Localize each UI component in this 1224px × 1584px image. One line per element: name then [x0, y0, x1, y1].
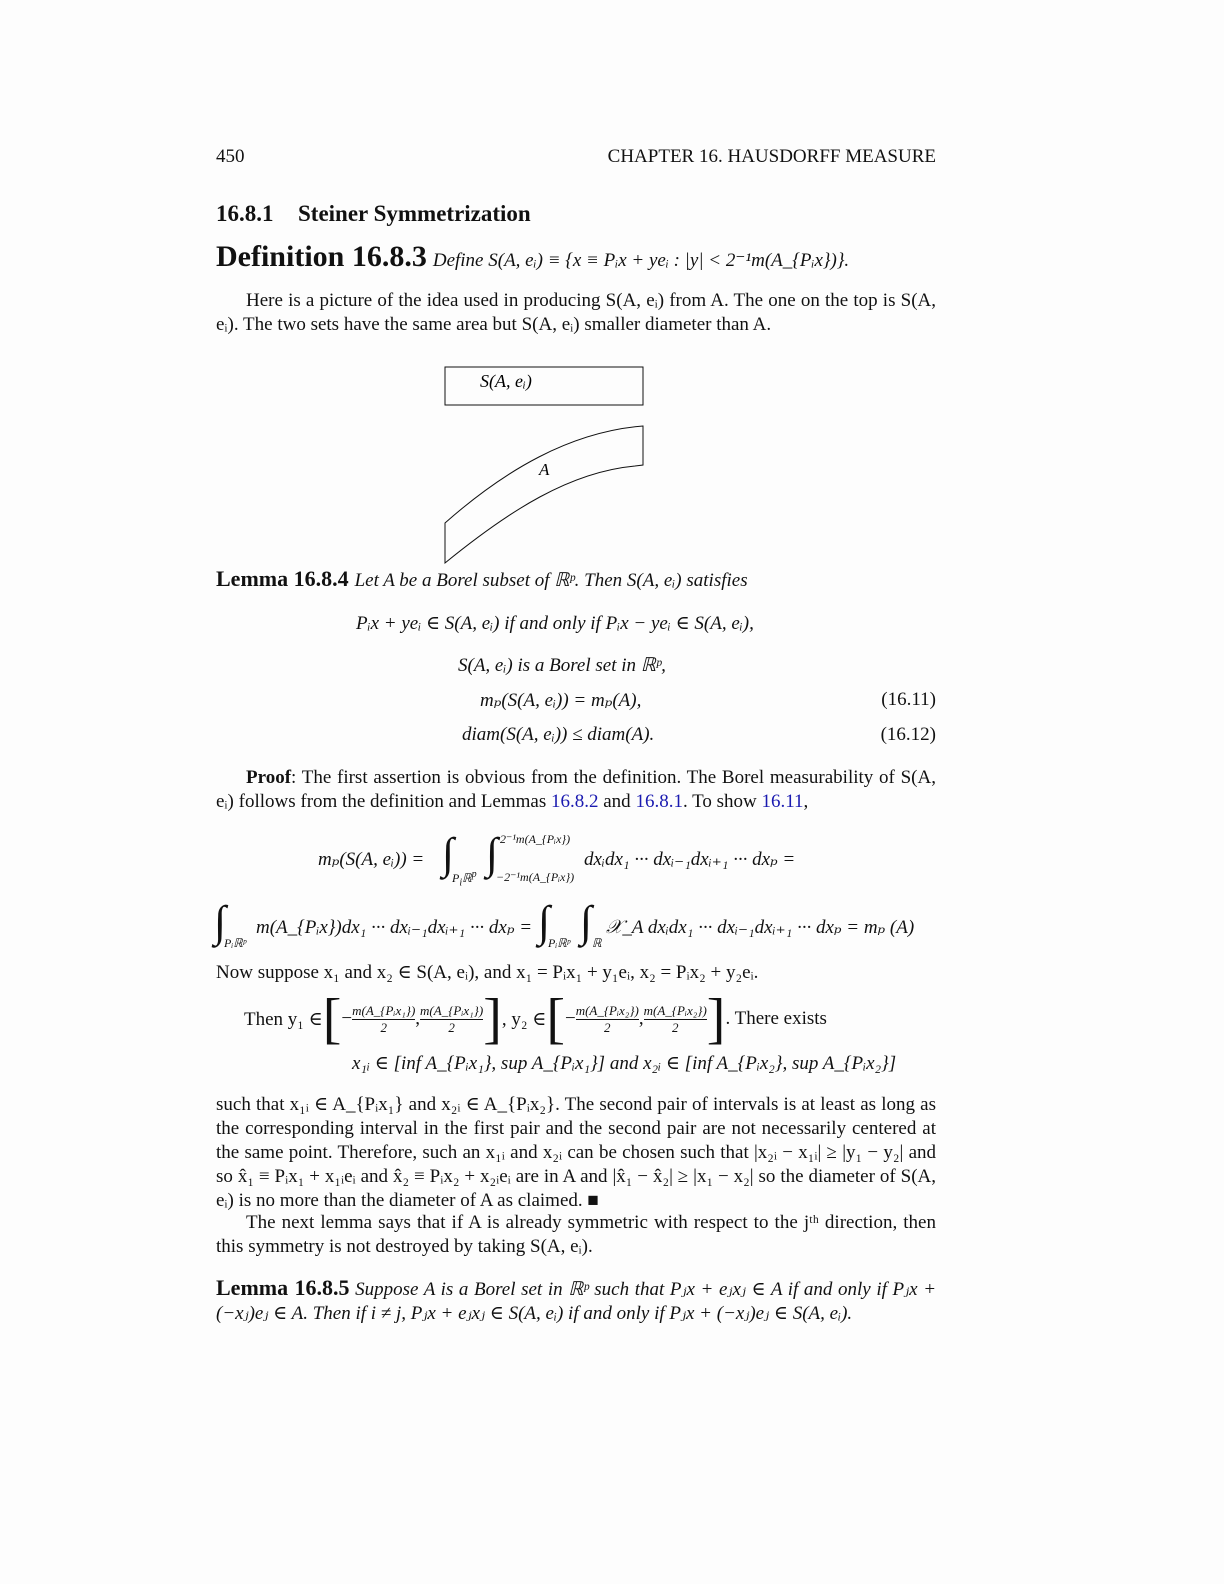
figure-top-label: S(A, eᵢ): [480, 371, 532, 391]
interval-line: x₁ᵢ ∈ [inf A_{Pᵢx₁}, sup A_{Pᵢx₁}] and x₂ᵢ ∈ [inf A_{Pᵢx₂}, sup A_{Pᵢx₂}]: [352, 1053, 897, 1074]
fraction-2a: [576, 1003, 639, 1036]
integral-sign-2a: ∫: [214, 897, 227, 946]
right-bracket-2: ]: [706, 988, 726, 1050]
frac2a-den: 2: [576, 1019, 639, 1036]
frac2b-num: m(A_{Pᵢx₂}): [643, 1002, 707, 1018]
frac2a-num: m(A_{Pᵢx₂}): [575, 1002, 639, 1018]
figure-bottom-label: A: [539, 460, 550, 479]
then-suffix: . There exists: [725, 1008, 827, 1029]
integral-sign-outer: ∫: [442, 829, 455, 878]
display1-outer-domain: $P_iℝ^p$: [452, 869, 477, 889]
proof-text-a: : The first assertion is obvious from the definition. The Borel measurability of S(A, eᵢ) follows from the definition and Lemmas: [216, 767, 936, 812]
next-lemma-paragraph: The next lemma says that if A is already symmetric with respect to the jᵗʰ direction, then this symmetry is not destroyed by taking S(A, eᵢ).: [216, 1212, 936, 1257]
display2-domain2: Pᵢℝᵖ: [548, 936, 571, 950]
suppose-line: Now suppose x₁ and x₂ ∈ S(A, eᵢ), and x₁ = Pᵢx₁ + y₁eᵢ, x₂ = Pᵢx₂ + y₂eᵢ.: [216, 962, 759, 983]
link-lemma-16-8-2[interactable]: 16.8.2: [551, 791, 599, 812]
definition: [216, 240, 849, 274]
right-bracket-1: ]: [483, 988, 502, 1050]
display1-lower-limit: −2⁻¹m(A_{Pᵢx}): [496, 870, 575, 884]
minus-sign-1: −: [341, 1008, 353, 1029]
section-number: 16.8.1: [216, 201, 274, 226]
integral-sign-2b: ∫: [538, 897, 551, 946]
page-number: 450: [216, 146, 245, 167]
proof-paragraph: [216, 766, 936, 814]
lemma-16-8-5: [216, 1276, 936, 1326]
then-line: [244, 987, 827, 1051]
frac1b-den: 2: [420, 1019, 483, 1036]
fraction-2b: [644, 1003, 707, 1036]
display2-part1: m(A_{Pᵢx})dx₁ ··· dxᵢ₋₁dxᵢ₊₁ ··· dxₚ =: [256, 917, 533, 938]
link-eq-16-11[interactable]: 16.11: [761, 791, 804, 812]
frac1a-num: m(A_{Pᵢx₁}): [352, 1002, 416, 1018]
definition-statement: Define S(A, eᵢ) ≡ {x ≡ Pᵢx + yeᵢ : |y| < 2⁻¹m(A_{Pᵢx})}.: [432, 250, 850, 271]
section-heading: [216, 201, 531, 227]
link-lemma-16-8-1[interactable]: 16.8.1: [635, 791, 683, 812]
proof-text-d: ,: [803, 791, 809, 812]
lemma1-eq4: diam(S(A, eᵢ)) ≤ diam(A).: [462, 724, 655, 745]
display2-domain3: ℝ: [592, 936, 602, 950]
lemma-16-8-4: [216, 566, 748, 592]
proof-text-b: and: [598, 791, 636, 812]
proof-label: Proof: [246, 767, 292, 788]
such-that-paragraph: such that x₁ᵢ ∈ A_{Pᵢx₁} and x₂ᵢ ∈ A_{Pᵢx₂}. The second pair of intervals is at least as long as the corresponding interval in the first pair and the second pair are not necessarily centered at the same point. Therefore, such an x₁ᵢ and x₂ᵢ can be chosen such that |x₂ᵢ − x₁ᵢ| ≥ |y₁ − y₂| and so x̂₁ ≡ Pᵢx₁ + x₁ᵢeᵢ and x̂₂ ≡ Pᵢx₂ + x₂ᵢeᵢ are in A and |x̂₁ − x̂₂| ≥ |x₁ − x₂| so the diameter of S(A, eᵢ) is no more than the diameter of A as claimed. ■: [216, 1094, 936, 1211]
proof-text-c: . To show: [682, 791, 762, 812]
display1-integrand: dxᵢdx₁ ··· dxᵢ₋₁dxᵢ₊₁ ··· dxₚ =: [584, 849, 796, 870]
comma-1: ,: [415, 1008, 421, 1029]
definition-label: Definition 16.8.3: [216, 240, 427, 273]
display2-domain1: Pᵢℝᵖ: [224, 936, 247, 950]
then-prefix: Then y₁ ∈: [244, 1008, 323, 1030]
minus-sign-2: −: [564, 1008, 576, 1029]
lemma1-eq3: mₚ(S(A, eᵢ)) = mₚ(A),: [480, 690, 642, 711]
left-bracket-2: [: [546, 988, 565, 1050]
lemma2-statement: Suppose A is a Borel set in ℝᵖ such that Pⱼx + eⱼxⱼ ∈ A if and only if Pⱼx + (−xⱼ)eⱼ ∈ A. Then if i ≠ j, Pⱼx + eⱼxⱼ ∈ S(A, eᵢ) if and only if Pⱼx + (−xⱼ)eⱼ ∈ S(A, eᵢ).: [216, 1279, 937, 1324]
frac1b-num: m(A_{Pᵢx₁}): [420, 1002, 484, 1018]
eq-number-16-11: (16.11): [881, 689, 936, 710]
lemma2-label: Lemma 16.8.5: [216, 1275, 350, 1300]
fraction-1a: [352, 1003, 415, 1036]
display1-upper-limit: 2⁻¹m(A_{Pᵢx}): [500, 832, 571, 846]
integral-sign-inner: ∫: [486, 829, 499, 878]
frac2b-den: 2: [644, 1019, 707, 1036]
comma-2: ,: [638, 1008, 644, 1029]
lemma1-eq1: Pᵢx + yeᵢ ∈ S(A, eᵢ) if and only if Pᵢx − yeᵢ ∈ S(A, eᵢ),: [356, 613, 754, 634]
section-title: Steiner Symmetrization: [298, 201, 531, 226]
lemma1-statement: Let A be a Borel subset of ℝᵖ. Then S(A, eᵢ) satisfies: [354, 570, 748, 591]
display1-lhs: mₚ(S(A, eᵢ)) =: [318, 849, 425, 870]
eq-number-16-12: (16.12): [880, 724, 936, 745]
intro-paragraph: Here is a picture of the idea used in producing S(A, eᵢ) from A. The one on the top is S(A, eᵢ). The two sets have the same area but S(A, eᵢ) smaller diameter than A.: [216, 290, 936, 335]
steiner-figure: [430, 360, 660, 575]
display2-part2: 𝒳_A dxᵢdx₁ ··· dxᵢ₋₁dxᵢ₊₁ ··· dxₚ = mₚ (A): [606, 917, 915, 938]
lemma1-label: Lemma 16.8.4: [216, 566, 349, 591]
set-a-shape: [445, 426, 643, 563]
lemma1-eq2: S(A, eᵢ) is a Borel set in ℝᵖ,: [458, 655, 666, 676]
running-title: CHAPTER 16. HAUSDORFF MEASURE: [607, 146, 936, 167]
symmetrized-set-box: [445, 367, 643, 405]
left-bracket-1: [: [322, 988, 342, 1050]
frac1a-den: 2: [352, 1019, 415, 1036]
then-mid: , y₂ ∈: [501, 1008, 547, 1030]
fraction-1b: [420, 1003, 483, 1036]
integral-sign-2c: ∫: [580, 897, 593, 946]
